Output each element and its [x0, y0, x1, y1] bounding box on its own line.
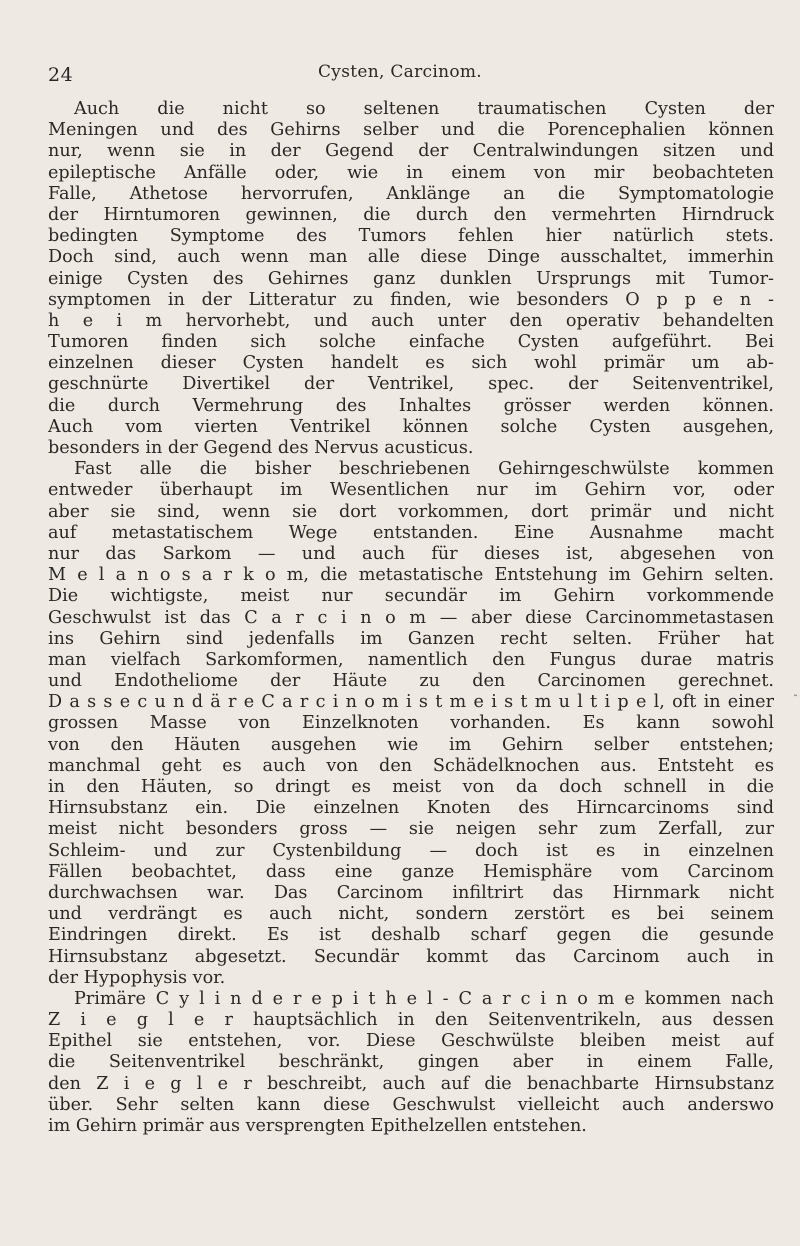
text-line: Hirnsubstanz ein. Die einzelnen Knoten des Hirncarcinoms sind: [48, 798, 774, 819]
text-line: Eindringen direkt. Es ist deshalb scharf gegen die gesunde: [48, 925, 774, 946]
text-line: aber sie sind, wenn sie dort vorkommen, dort primär und nicht: [48, 501, 774, 522]
text-line: nur, wenn sie in der Gegend der Centralwindungen sitzen und: [48, 141, 774, 162]
text-line: die durch Vermehrung des Inhaltes grösser werden können.: [48, 395, 774, 416]
text-line: grossen Masse von Einzelknoten vorhanden. Es kann sowohl: [48, 713, 774, 734]
text-line: ins Gehirn sind jedenfalls im Ganzen recht selten. Früher hat: [48, 628, 774, 649]
page-header: [0, 50, 800, 86]
text-line: Doch sind, auch wenn man alle diese Dinge ausschaltet, immerhin: [48, 247, 774, 268]
text-line: Fast alle die bisher beschriebenen Gehirngeschwülste kommen: [74, 459, 774, 480]
text-line: die Seitenventrikel beschränkt, gingen aber in einem Falle,: [48, 1052, 774, 1073]
text-line: epileptische Anfälle oder, wie in einem von mir beobachteten: [48, 162, 774, 183]
text-line: Epithel sie entstehen, vor. Diese Geschwülste bleiben meist auf: [48, 1031, 774, 1052]
text-line: von den Häuten ausgehen wie im Gehirn selber entstehen;: [48, 734, 774, 755]
text-line: Fällen beobachtet, dass eine ganze Hemisphäre vom Carcinom: [48, 861, 774, 882]
text-line: der Hypophysis vor.: [48, 967, 226, 988]
running-head: Cysten, Carcinom.: [317, 62, 483, 82]
text-line: nur das Sarkom — und auch für dieses ist, abgesehen von: [48, 543, 774, 564]
text-line: man vielfach Sarkomformen, namentlich den Fungus durae matris: [48, 649, 774, 670]
text-line: manchmal geht es auch von den Schädelknochen aus. Entsteht es: [48, 755, 774, 776]
text-line: und Endotheliome der Häute zu den Carcinomen gerechnet.: [48, 671, 774, 692]
text-line: Z i e g l e r hauptsächlich in den Seitenventrikeln, aus dessen: [48, 1010, 774, 1031]
text-line: D a s s e c u n d ä r e C a r c i n o m i s t m e i s t m u l t i p e l, oft in einer: [48, 692, 774, 713]
text-line: geschnürte Divertikel der Ventrikel, spec. der Seitenventrikel,: [48, 374, 774, 395]
text-line: symptomen in der Litteratur zu finden, wie besonders O p p e n -: [48, 289, 774, 310]
text-line: M e l a n o s a r k o m, die metastatische Entstehung im Gehirn selten.: [48, 565, 774, 586]
text-line: im Gehirn primär aus versprengten Epithelzellen entstehen.: [48, 1116, 587, 1136]
text-line: in den Häuten, so dringt es meist von da doch schnell in die: [48, 777, 774, 797]
text-line: Auch vom vierten Ventrikel können solche Cysten ausgehen,: [48, 416, 774, 437]
page-number: 24: [48, 64, 74, 86]
text-line: meist nicht besonders gross — sie neigen sehr zum Zerfall, zur: [48, 819, 774, 840]
text-line: Auch die nicht so seltenen traumatischen Cysten der: [74, 99, 774, 119]
text-line: einige Cysten des Gehirnes ganz dunklen Ursprungs mit Tumor-: [48, 268, 774, 289]
text-line: und verdrängt es auch nicht, sondern zerstört es bei seinem: [48, 904, 774, 925]
text-line: der Hirntumoren gewinnen, die durch den vermehrten Hirndruck: [48, 204, 774, 225]
text-line: Geschwulst ist das C a r c i n o m — aber diese Carcinommetastasen: [48, 607, 774, 628]
text-line: Die wichtigste, meist nur secundär im Gehirn vorkommende: [48, 586, 774, 607]
text-line: durchwachsen war. Das Carcinom infiltrirt das Hirnmark nicht: [48, 882, 774, 903]
text-line: besonders in der Gegend des Nervus acusticus.: [48, 438, 474, 458]
text-line: Meningen und des Gehirns selber und die Porencephalien können: [48, 120, 774, 141]
text-line: h e i m hervorhebt, und auch unter den operativ behandelten: [48, 310, 774, 331]
text-line: entweder überhaupt im Wesentlichen nur im Gehirn vor, oder: [48, 480, 774, 501]
text-line: Primäre C y l i n d e r e p i t h e l - C a r c i n o m e kommen nach: [74, 988, 774, 1009]
text-line: bedingten Symptome des Tumors fehlen hier natürlich stets.: [48, 226, 774, 247]
text-line: einzelnen dieser Cysten handelt es sich wohl primär um ab-: [48, 353, 774, 374]
text-line: über. Sehr selten kann diese Geschwulst vielleicht auch anderswo: [48, 1094, 774, 1115]
text-line: Hirnsubstanz abgesetzt. Secundär kommt das Carcinom auch in: [48, 946, 774, 967]
text-line: Schleim- und zur Cystenbildung — doch ist es in einzelnen: [48, 840, 774, 861]
text-line: den Z i e g l e r beschreibt, auch auf die benachbarte Hirnsubstanz: [48, 1073, 774, 1094]
text-line: Falle, Athetose hervorrufen, Anklänge an die Symptomatologie: [48, 183, 774, 204]
text-line: Tumoren finden sich solche einfache Cysten aufgeführt. Bei: [48, 332, 774, 353]
body-text: [48, 99, 774, 1137]
margin-mark-icon: ˷: [793, 686, 798, 697]
text-line: auf metastatischem Wege entstanden. Eine Ausnahme macht: [48, 522, 774, 543]
